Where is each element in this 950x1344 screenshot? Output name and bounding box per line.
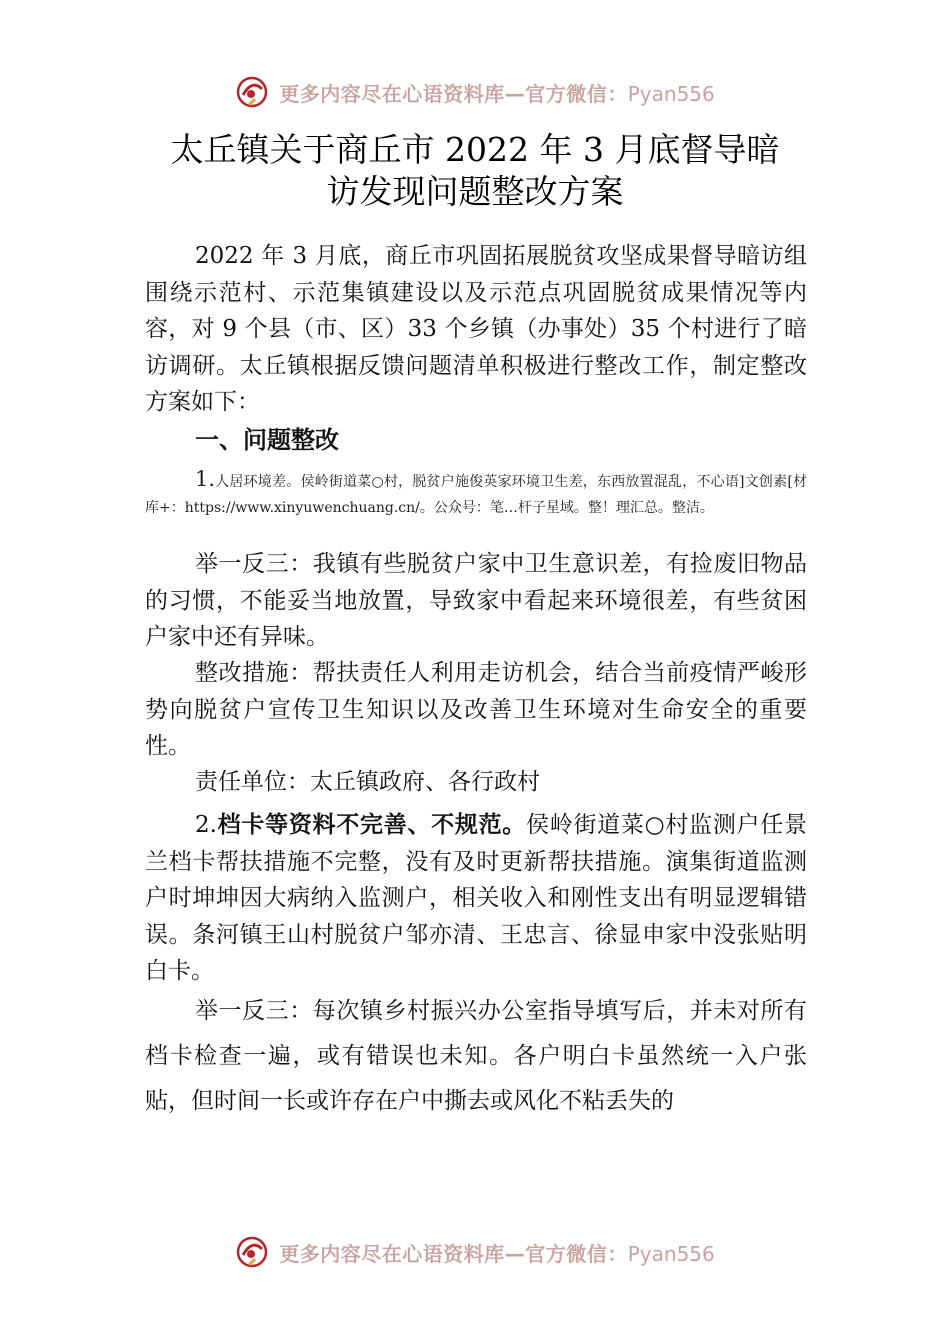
item1-text: 人居环境差。侯岭街道菜○村，脱贫户施俊英家环境卫生差，东西放置混乱，不心语]文创素[材库+：https://www.xinyuwenchuang.cn/。公众号：笔…杆子星域。整！理汇总。整洁。 xyxy=(145,474,807,516)
item1-measures-paragraph: 整改措施：帮扶责任人利用走访机会，结合当前疫情严峻形势向脱贫户宣传卫生知识以及改善卫生环境对生命安全的重要性。 xyxy=(145,660,807,759)
xinyu-logo-icon xyxy=(235,1235,269,1269)
item2-title: 档卡等资料不完善、不规范。 xyxy=(216,811,527,838)
header-watermark-banner xyxy=(0,72,950,112)
item1-number: 1. xyxy=(195,467,216,491)
footer-watermark-banner xyxy=(0,1232,950,1272)
item1-analogy-paragraph: 举一反三：我镇有些脱贫户家中卫生意识差，有捡废旧物品的习惯，不能妥当地放置，导致家中看起来环境很差，有些贫困户家中还有异味。 xyxy=(145,551,807,650)
item2-text: 侯岭街道菜○村监测户任景兰档卡帮扶措施不完整，没有及时更新帮扶措施。演集街道监测户时坤坤因大病纳入监测户，相关收入和刚性支出有明显逻辑错误。条河镇王山村脱贫户邹亦清、王忠言、徐显申家中没张贴明白卡。 xyxy=(145,812,807,984)
document-title-line-1: 太丘镇关于商丘市 2022 年 3 月底督导暗 xyxy=(170,130,780,169)
banner-text: 更多内容尽在心语资料库—官方微信：Pyan556 xyxy=(279,81,715,106)
item1-responsible-paragraph: 责任单位：太丘镇政府、各行政村 xyxy=(195,769,540,795)
wechat-id: Pyan556 xyxy=(627,1241,715,1266)
section-heading: 一、问题整改 xyxy=(195,426,339,454)
intro-paragraph: 2022 年 3 月底，商丘市巩固拓展脱贫攻坚成果督导暗访组围绕示范村、示范集镇建设以及示范点巩固脱贫成果情况等内容，对 9 个县（市、区）33 个乡镇（办事处）35 个村进行了暗访调研。太丘镇根据反馈问题清单积极进行整改工作，制定整改方案如下： xyxy=(145,243,807,415)
item1-paragraph xyxy=(145,466,807,521)
xinyu-logo-icon xyxy=(235,75,269,109)
item2-analogy-paragraph: 举一反三：每次镇乡村振兴办公室指导填写后，并未对所有档卡检查一遍，或有错误也未知。各户明白卡虽然统一入户张贴，但时间一长或许存在户中撕去或风化不粘丢失的 xyxy=(145,998,807,1114)
document-title-line-2: 访发现问题整改方案 xyxy=(326,172,624,211)
wechat-id: Pyan556 xyxy=(627,81,715,106)
banner-text: 更多内容尽在心语资料库—官方微信：Pyan556 xyxy=(279,1241,715,1266)
item2-number: 2. xyxy=(195,812,217,838)
item2-paragraph xyxy=(145,807,807,990)
